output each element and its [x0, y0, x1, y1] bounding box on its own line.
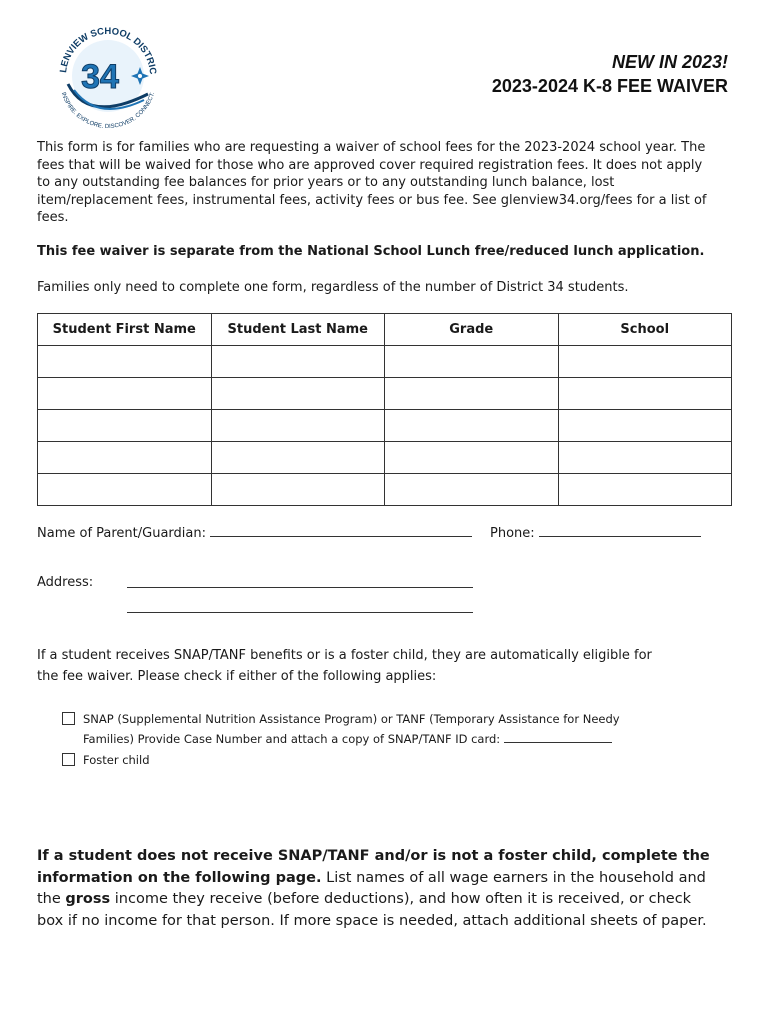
- snap-tanf-option: [62, 709, 643, 749]
- form-title: 2023-2024 K-8 FEE WAIVER: [491, 76, 728, 96]
- separate-notice: This fee waiver is separate from the National School Lunch free/reduced lunch application.: [37, 244, 705, 259]
- families-note: Families only need to complete one form, regardless of the number of District 34 students.: [37, 280, 629, 295]
- address-line-2: [127, 600, 473, 617]
- school-cell[interactable]: [558, 378, 732, 410]
- grade-cell[interactable]: [385, 378, 559, 410]
- header-first-name: Student First Name: [38, 314, 212, 346]
- table-row: [38, 346, 732, 378]
- parent-field: [37, 524, 472, 541]
- first-name-cell[interactable]: [38, 442, 212, 474]
- income-instructions: [37, 846, 712, 932]
- last-name-cell[interactable]: [211, 442, 385, 474]
- income-instructions-bold: If a student does not receive SNAP/TANF and/or is not a foster child, complete the information on the following page.: [37, 848, 710, 886]
- first-name-cell[interactable]: [38, 378, 212, 410]
- header-last-name: Student Last Name: [211, 314, 385, 346]
- snap-tanf-label: SNAP (Supplemental Nutrition Assistance Program) or TANF (Temporary Assistance for Needy Families) Provide Case Number and attach a copy of SNAP/TANF ID card:: [83, 712, 620, 746]
- foster-child-label: Foster child: [83, 753, 150, 767]
- school-cell[interactable]: [558, 474, 732, 506]
- intro-paragraph: This form is for families who are requesting a waiver of school fees for the 2023-2024 school year. The fees that will be waived for those who are approved cover required registration fees. It does not apply to any outstanding fee balances for prior years or to any outstanding lunch balance, lost item/replacement fees, instrumental fees, activity fees or bus fee. See glenview34.org/fees for a list of fees.: [37, 140, 707, 225]
- last-name-cell[interactable]: [211, 346, 385, 378]
- grade-cell[interactable]: [385, 410, 559, 442]
- last-name-cell[interactable]: [211, 410, 385, 442]
- new-label: NEW IN 2023!: [611, 52, 728, 72]
- address-blank-1[interactable]: [127, 575, 473, 588]
- foster-child-option: [62, 750, 643, 770]
- last-name-cell[interactable]: [211, 378, 385, 410]
- header-school: School: [558, 314, 732, 346]
- snap-intro: If a student receives SNAP/TANF benefits or is a foster child, they are automatically eligible for the fee waiver. Please check if either of the following applies:: [37, 648, 652, 684]
- address-line-1: [127, 575, 473, 592]
- school-cell[interactable]: [558, 442, 732, 474]
- district-logo: [48, 14, 168, 134]
- district-motto: INSPIRE. EXPLORE. DISCOVER. CONNECT.: [59, 91, 157, 131]
- snap-tanf-checkbox[interactable]: [62, 712, 75, 725]
- parent-name-blank[interactable]: [210, 524, 472, 537]
- grade-cell[interactable]: [385, 442, 559, 474]
- district-name-text: LENVIEW SCHOOL DISTRIC: [58, 25, 159, 75]
- phone-blank[interactable]: [539, 524, 701, 537]
- school-cell[interactable]: [558, 410, 732, 442]
- form-header: [492, 50, 728, 98]
- income-instructions-text-2: income they receive (before deductions), and how often it is received, or check box if no income for that person. If more space is needed, attach additional sheets of paper.: [37, 891, 707, 929]
- table-row: [38, 410, 732, 442]
- table-row: [38, 442, 732, 474]
- phone-label: Phone:: [490, 526, 535, 541]
- first-name-cell[interactable]: [38, 474, 212, 506]
- district-number: 34: [81, 58, 119, 96]
- students-table: [37, 313, 732, 506]
- parent-label: Name of Parent/Guardian:: [37, 526, 206, 541]
- header-grade: Grade: [385, 314, 559, 346]
- table-row: [38, 474, 732, 506]
- address-label: Address:: [37, 575, 94, 590]
- income-instructions-text-1: List names of all wage earners in the household and the: [37, 869, 706, 907]
- last-name-cell[interactable]: [211, 474, 385, 506]
- phone-field: [490, 524, 701, 541]
- district-logo-graphic: [48, 14, 168, 134]
- grade-cell[interactable]: [385, 474, 559, 506]
- case-number-blank[interactable]: [504, 732, 612, 743]
- gross-emphasis: gross: [65, 891, 111, 907]
- first-name-cell[interactable]: [38, 410, 212, 442]
- foster-child-checkbox[interactable]: [62, 753, 75, 766]
- first-name-cell[interactable]: [38, 346, 212, 378]
- table-header-row: [38, 314, 732, 346]
- table-row: [38, 378, 732, 410]
- address-blank-2[interactable]: [127, 600, 473, 613]
- school-cell[interactable]: [558, 346, 732, 378]
- grade-cell[interactable]: [385, 346, 559, 378]
